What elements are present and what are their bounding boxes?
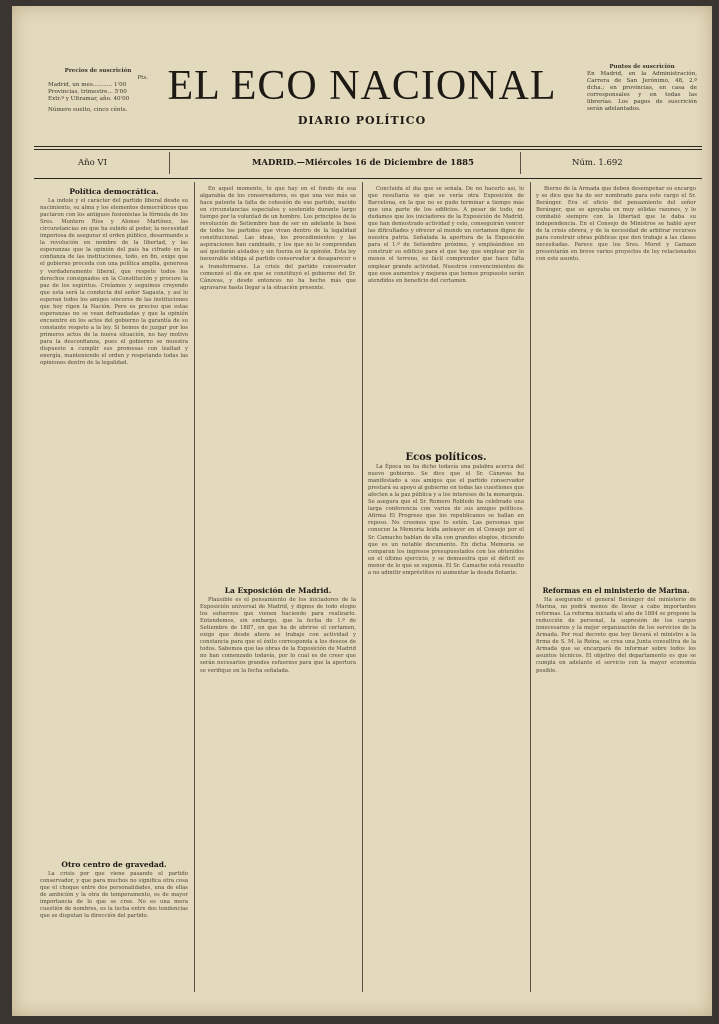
- article-body: En aquel momento, lo que hay en el fondo de esa algarabía de los conservadores, es que una vez más se hace patente la falta de cohesión de ese partido, nacido en circunstancias especiales y sostenido durante largo tiempo por la voluntad de un hombre. Los principios de la revolución de Setiembre han de ser en adelante la base de todos los partidos que vivan dentro de la legalidad constitucional. Las ideas, los procedimientos y las aspiraciones han cambiado, y los que no lo comprendan así quedarán aislados y sin fuerza en la opinión. Esta ley inexorable obliga al partido conservador a desaparecer o a transformarse. La crisis del partido conservador comenzó el día en que se constituyó el gobierno del Sr. Cánovas, y desde entonces no ha hecho más que agravarse hasta llegar a la situación presente.: [200, 186, 356, 291]
- price-row: Madrid, un mes........... 1'00: [48, 82, 127, 88]
- article-heading: Ecos políticos.: [405, 452, 487, 463]
- article-heading: Reformas en el ministerio de Marina.: [542, 586, 690, 595]
- column-divider: [362, 182, 363, 992]
- prices-title: Precios de suscrición: [64, 68, 132, 74]
- top-rule: [34, 146, 702, 147]
- article-body: Ha asegurado el general Beránger del ministerio de Marina, no podrá menos de llevar a cabo importantes reformas. La reforma iniciada el año de 1884 se propone la reducción de personal, la supresión de los cargos innecesarios y la mejor organización de los servicios de la Armada. Por real decreto que hoy llevará el ministro a la firma de S. M. la Reina, se crea una Junta consultiva de la Armada que se encargará de informar sobre todos los asuntos técnicos. El objetivo del departamento es que se cumpla en adelante el servicio con la mayor economía posible.: [536, 597, 696, 674]
- article-body: La Época no ha dicho todavía una palabra acerca del nuevo gobierno. Se dice que el Sr. Cánovas ha manifestado a sus amigos que el partido conservador prestará su apoyo al gobierno en todas las cuestiones que afecten a la paz pública y a los intereses de la monarquía. Se asegura que el Sr. Romero Robledo ha celebrado una larga conferencia con varios de sus amigos políticos. Afirma El Progreso que los republicanos se hallan en reposo. No creemos que lo estén. Las personas que conocen la Memoria leída anteayer en el Consejo por el Sr. Camacho hablan de ella con grandes elogios, diciendo que es un notable documento. En dicha Memoria se comparan los ingresos presupuestados con los obtenidos en el último ejercicio, y se demuestra que el déficit es menor de lo que se suponía. El Sr. Camacho está resuelto a no admitir empréstitos ni aumentar la deuda flotante.: [368, 464, 524, 576]
- article-column: [536, 186, 696, 986]
- newspaper-subtitle: DIARIO POLÍTICO: [297, 114, 427, 127]
- date-label: MADRID.—Miércoles 16 de Diciembre de 1885: [252, 158, 474, 168]
- article-body: Concluida el día que se señala. De no hacerlo así, lo que resultaría es que se vería otra Exposición de Barcelona, en la que no se pudo terminar a tiempo más que una parte de los edificios. A pesar de todo, no dudamos que los iniciadores de la Exposición de Madrid, que han demostrado actividad y celo, conseguirán vencer las dificultades y ofrecer al mundo un certamen digno de nuestra patria. Señalada la apertura de la Exposición para el 1.º de Setiembre próximo, y empleándose en construir su edificio para el que hay que emplear por lo menos el terreno, es fácil comprender que hace falta emplear grande actividad. Nuestros convencimientos de que esos aumentos y mejoras que hemos propuesto serán atendidos en beneficio del certamen.: [368, 186, 524, 284]
- subscription-points-box: [587, 64, 697, 113]
- article-heading: La Exposición de Madrid.: [224, 586, 332, 595]
- price-row: Extr.º y Ultramar, año. 40'00: [48, 96, 130, 102]
- dateline-separator-left: [169, 152, 170, 174]
- article-column: [40, 186, 188, 986]
- column-divider: [530, 182, 531, 992]
- points-text: En Madrid, en la Administración, Carrera de San Jerónimo, 48, 2.º dcha.; en provincias, en casa de corresponsales y en todas las librerías. Los pagos de suscrición serán adelantados.: [587, 71, 697, 112]
- article-body: La crisis por que viene pasando el partido conservador, y que para muchos no significa otra cosa que el choque entre dos personalidades, una de ellas de ambición y la otra de temperamento, es de mayor importancia de lo que se cree. No es una mera cuestión de nombres, es la lucha entre dos tendencias que se disputan la dirección del partido.: [40, 871, 188, 920]
- article-heading: Otro centro de gravedad.: [61, 860, 167, 870]
- article-column: [368, 186, 524, 986]
- article-column: [200, 186, 356, 986]
- newspaper-page: [12, 6, 712, 1016]
- points-title: Puntos de suscrición: [609, 64, 675, 70]
- column-divider: [194, 182, 195, 992]
- bottom-rule: [34, 178, 702, 179]
- dateline-separator-right: [520, 152, 521, 174]
- article-body: Bierno de la Armada que deben desempeñar su encargo y se dice que ha de ser nombrado para este cargo el Sr. Beránger. Era el oficio del pensamiento del señor Beránger, que se apoyaba en muy sólidas razones, y lo combatió siempre con la libertad que le daba su independencia. En el Consejo de Ministros se habló ayer de la crisis obrera, y de la necesidad de arbitrar recursos para construir obras públicas que den trabajo a las clases necesitadas. Parece que los Sres. Moret y Gamazo presentarán en breve varios proyectos de ley relacionados con este asunto.: [536, 186, 696, 263]
- article-body: La índole y el carácter del partido liberal desde su nacimiento, su alma y los elementos democráticos que pactaron con los antiguos fusionistas la fórmula de los Sres. Montero Ríos y Alonso Martínez, las circunstancias en que ha subido al poder, la necesidad imperiosa de asegurar el orden público, desarmando a la revolución en nombre de la libertad, y las esperanzas que la opinión del país ha cifrado en la confianza de las instituciones, todo, en fin, exige que el gobierno proceda con una política amplia, generosa y verdaderamente liberal, que respete todos los derechos consignados en la Constitución y procure la paz de los espíritus. Creíamos y seguimos creyendo que esta será la conducta del señor Sagasta, y así lo esperan todos los amigos sinceros de las instituciones que hoy rigen la Nación. Pero es preciso que estas esperanzas no se vean defraudadas y que la opinión encuentre en los actos del gobierno la garantía de su constante respeto a la ley. Si hemos de juzgar por los primeros actos de la nueva situación, no hay motivo para la desconfianza, pues el gobierno se muestra dispuesto a cumplir sus promesas con lealtad y energía, manteniendo el orden y respetando todas las opiniones dentro de la legalidad.: [40, 198, 188, 367]
- single-copy-price: Número suelto, cinco cénts.: [48, 107, 128, 113]
- year-label: Año VI: [78, 158, 107, 168]
- newspaper-title: EL ECO NACIONAL: [167, 63, 557, 109]
- price-row: Provincias, trimestre... 5'00: [48, 89, 127, 95]
- top-rule-2: [34, 149, 702, 150]
- article-heading: Política democrática.: [69, 187, 159, 196]
- prices-col-label: Pts.: [137, 75, 148, 81]
- article-body: Plausible es el pensamiento de los iniciadores de la Exposición universal de Madrid, y dignos de todo elogio los esfuerzos que vienen haciendo para realizarlo. Entendemos, sin embargo, que la fecha de 1.º de Setiembre de 1887, en que ha de abrirse el certamen, exige que desde ahora se trabaje con actividad y constancia para que el éxito corresponda a los deseos de todos. Sabemos que las obras de la Exposición de Madrid no han comenzado todavía, por lo cual es de creer que serán necesarios grandes esfuerzos para que la apertura se verifique en la fecha señalada.: [200, 597, 356, 674]
- issue-number: Núm. 1.692: [572, 158, 623, 168]
